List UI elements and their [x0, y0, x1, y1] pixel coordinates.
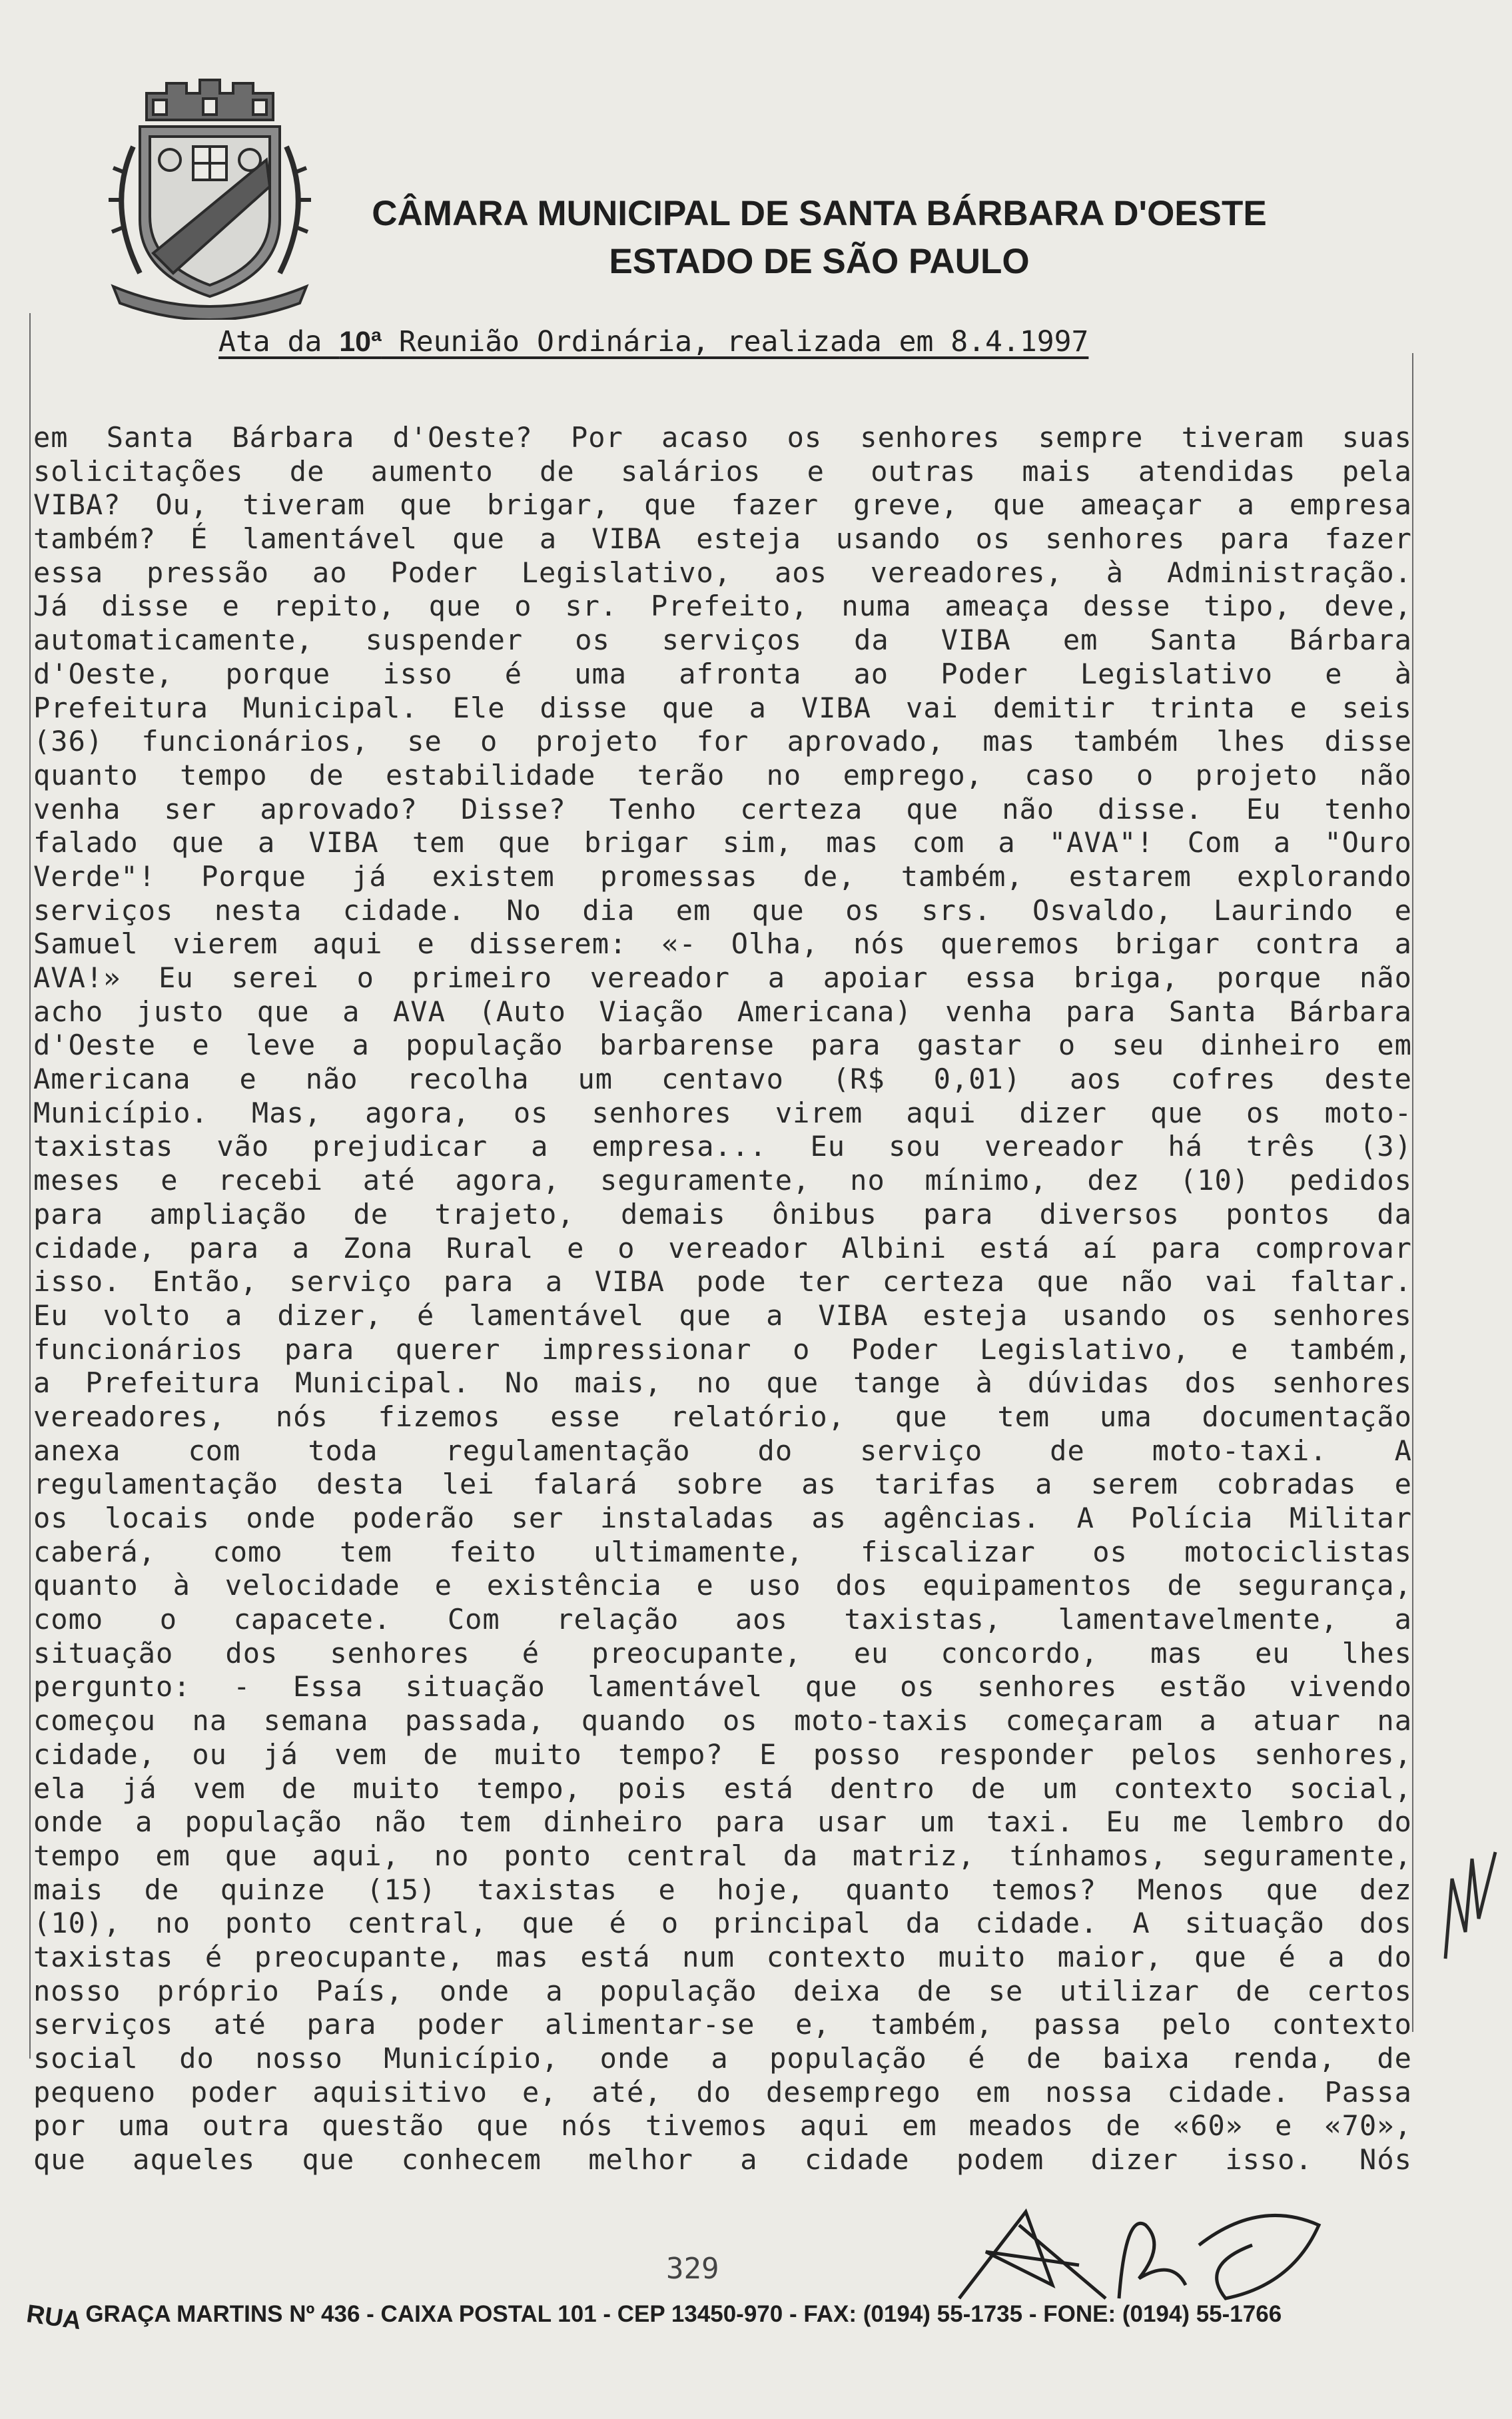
- state-name: ESTADO DE SÃO PAULO: [609, 242, 1030, 281]
- body-line: ela já vem de muito tempo, pois está dentro de um contexto social,: [33, 1771, 1412, 1805]
- right-margin-rule: [1412, 353, 1413, 2032]
- body-line: (10), no ponto central, que é o principal da cidade. A situação dos: [33, 1907, 1412, 1940]
- body-line: Eu volto a dizer, é lamentável que a VIBA esteja usando os senhores: [33, 1298, 1412, 1332]
- body-line: d'Oeste e leve a população barbarense para gastar o seu dinheiro em: [33, 1029, 1412, 1062]
- body-line: (36) funcionários, se o projeto for aprovado, mas também lhes disse: [33, 725, 1412, 758]
- body-line: Prefeitura Municipal. Ele disse que a VIBA vai demitir trinta e seis: [33, 691, 1412, 724]
- body-line: Verde"! Porque já existem promessas de, também, estarem explorando: [33, 859, 1412, 893]
- footer-address-prefix: RUA: [25, 2300, 83, 2336]
- body-line: para ampliação de trajeto, demais ônibus para diversos pontos da: [33, 1197, 1412, 1230]
- body-line: quanto à velocidade e existência e uso dos equipamentos de segurança,: [33, 1569, 1412, 1602]
- body-line: nosso próprio País, onde a população deixa de se utilizar de certos: [33, 1974, 1412, 2007]
- body-line: serviços até para poder alimentar-se e, também, passa pelo contexto: [33, 2008, 1412, 2041]
- body-line: serviços nesta cidade. No dia em que os srs. Osvaldo, Laurindo e: [33, 893, 1412, 927]
- left-margin-rule: [29, 313, 31, 2059]
- body-line: acho justo que a AVA (Auto Viação Americana) venha para Santa Bárbara: [33, 995, 1412, 1028]
- body-line: cidade, ou já vem de muito tempo? E posso responder pelos senhores,: [33, 1737, 1412, 1771]
- municipal-coat-of-arms-icon: [100, 73, 320, 320]
- body-line: a Prefeitura Municipal. No mais, no que tange à dúvidas dos senhores: [33, 1366, 1412, 1400]
- minutes-prefix: Ata da: [218, 325, 340, 358]
- body-line: Samuel vierem aqui e disserem: «- Olha, nós queremos brigar contra a: [33, 927, 1412, 961]
- body-line: taxistas vão prejudicar a empresa... Eu sou vereador há três (3): [33, 1130, 1412, 1163]
- body-line: Americana e não recolha um centavo (R$ 0,01) aos cofres deste: [33, 1063, 1412, 1096]
- body-line: falado que a VIBA tem que brigar sim, mas com a "AVA"! Com a "Ouro: [33, 826, 1412, 859]
- body-line: social do nosso Município, onde a população é de baixa renda, de: [33, 2042, 1412, 2075]
- body-line: por uma outra questão que nós tivemos aqui em meados de «60» e «70»,: [33, 2109, 1412, 2143]
- body-line: essa pressão ao Poder Legislativo, aos vereadores, à Administração.: [33, 556, 1412, 589]
- body-line: regulamentação desta lei falará sobre as tarifas a serem cobradas e: [33, 1468, 1412, 1501]
- body-line: quanto tempo de estabilidade terão no emprego, caso o projeto não: [33, 758, 1412, 791]
- minutes-body: [33, 421, 1412, 2177]
- body-line: em Santa Bárbara d'Oeste? Por acaso os senhores sempre tiveram suas: [33, 421, 1412, 454]
- meeting-number: 10ª: [339, 326, 382, 358]
- body-line: tempo em que aqui, no ponto central da matriz, tínhamos, seguramente,: [33, 1839, 1412, 1872]
- minutes-suffix: Reunião Ordinária, realizada em 8.4.1997: [381, 325, 1089, 358]
- body-line: começou na semana passada, quando os moto-taxis começaram a atuar na: [33, 1704, 1412, 1737]
- body-line: funcionários para querer impressionar o Poder Legislativo, e também,: [33, 1332, 1412, 1366]
- body-line: meses e recebi até agora, seguramente, no mínimo, dez (10) pedidos: [33, 1164, 1412, 1197]
- signature-bottom-icon: [946, 2185, 1345, 2318]
- footer-address: GRAÇA MARTINS Nº 436 - CAIXA POSTAL 101 - CEP 13450-970 - FAX: (0194) 55-1735 - FONE: (0194) 55-1766: [85, 2301, 1282, 2327]
- signature-margin-icon: [1432, 1839, 1505, 1972]
- body-line: também? É lamentável que a VIBA esteja usando os senhores para fazer: [33, 522, 1412, 556]
- body-line: situação dos senhores é preocupante, eu concordo, mas eu lhes: [33, 1636, 1412, 1670]
- body-line: mais de quinze (15) taxistas e hoje, quanto temos? Menos que dez: [33, 1873, 1412, 1906]
- body-line: vereadores, nós fizemos esse relatório, que tem uma documentação: [33, 1400, 1412, 1433]
- page-number: 329: [666, 2252, 719, 2286]
- minutes-title: [218, 325, 1088, 358]
- body-line: que aqueles que conhecem melhor a cidade podem dizer isso. Nós: [33, 2143, 1412, 2177]
- body-line: isso. Então, serviço para a VIBA pode ter certeza que não vai faltar.: [33, 1265, 1412, 1298]
- body-line: taxistas é preocupante, mas está num contexto muito maior, que é a do: [33, 1940, 1412, 1973]
- body-line: onde a população não tem dinheiro para usar um taxi. Eu me lembro do: [33, 1805, 1412, 1839]
- body-line: Já disse e repito, que o sr. Prefeito, numa ameaça desse tipo, deve,: [33, 590, 1412, 623]
- body-line: caberá, como tem feito ultimamente, fiscalizar os motociclistas: [33, 1535, 1412, 1568]
- institution-name: CÂMARA MUNICIPAL DE SANTA BÁRBARA D'OESTE: [372, 194, 1267, 233]
- body-line: pequeno poder aquisitivo e, até, do desemprego em nossa cidade. Passa: [33, 2075, 1412, 2109]
- body-line: pergunto: - Essa situação lamentável que os senhores estão vivendo: [33, 1670, 1412, 1703]
- body-line: venha ser aprovado? Disse? Tenho certeza que não disse. Eu tenho: [33, 792, 1412, 825]
- body-line: solicitações de aumento de salários e outras mais atendidas pela: [33, 454, 1412, 488]
- body-line: como o capacete. Com relação aos taxistas, lamentavelmente, a: [33, 1603, 1412, 1636]
- body-line: VIBA? Ou, tiveram que brigar, que fazer greve, que ameaçar a empresa: [33, 488, 1412, 522]
- body-line: anexa com toda regulamentação do serviço de moto-taxi. A: [33, 1434, 1412, 1467]
- body-line: os locais onde poderão ser instaladas as agências. A Polícia Militar: [33, 1502, 1412, 1534]
- body-line: Município. Mas, agora, os senhores virem aqui dizer que os moto-: [33, 1096, 1412, 1129]
- letterhead-footer: [25, 2300, 1419, 2336]
- body-line: automaticamente, suspender os serviços da VIBA em Santa Bárbara: [33, 624, 1412, 657]
- body-line: AVA!» Eu serei o primeiro vereador a apoiar essa briga, porque não: [33, 961, 1412, 994]
- body-line: cidade, para a Zona Rural e o vereador Albini está aí para comprovar: [33, 1231, 1412, 1264]
- letterhead: [346, 190, 1292, 286]
- body-line: d'Oeste, porque isso é uma afronta ao Poder Legislativo e à: [33, 657, 1412, 690]
